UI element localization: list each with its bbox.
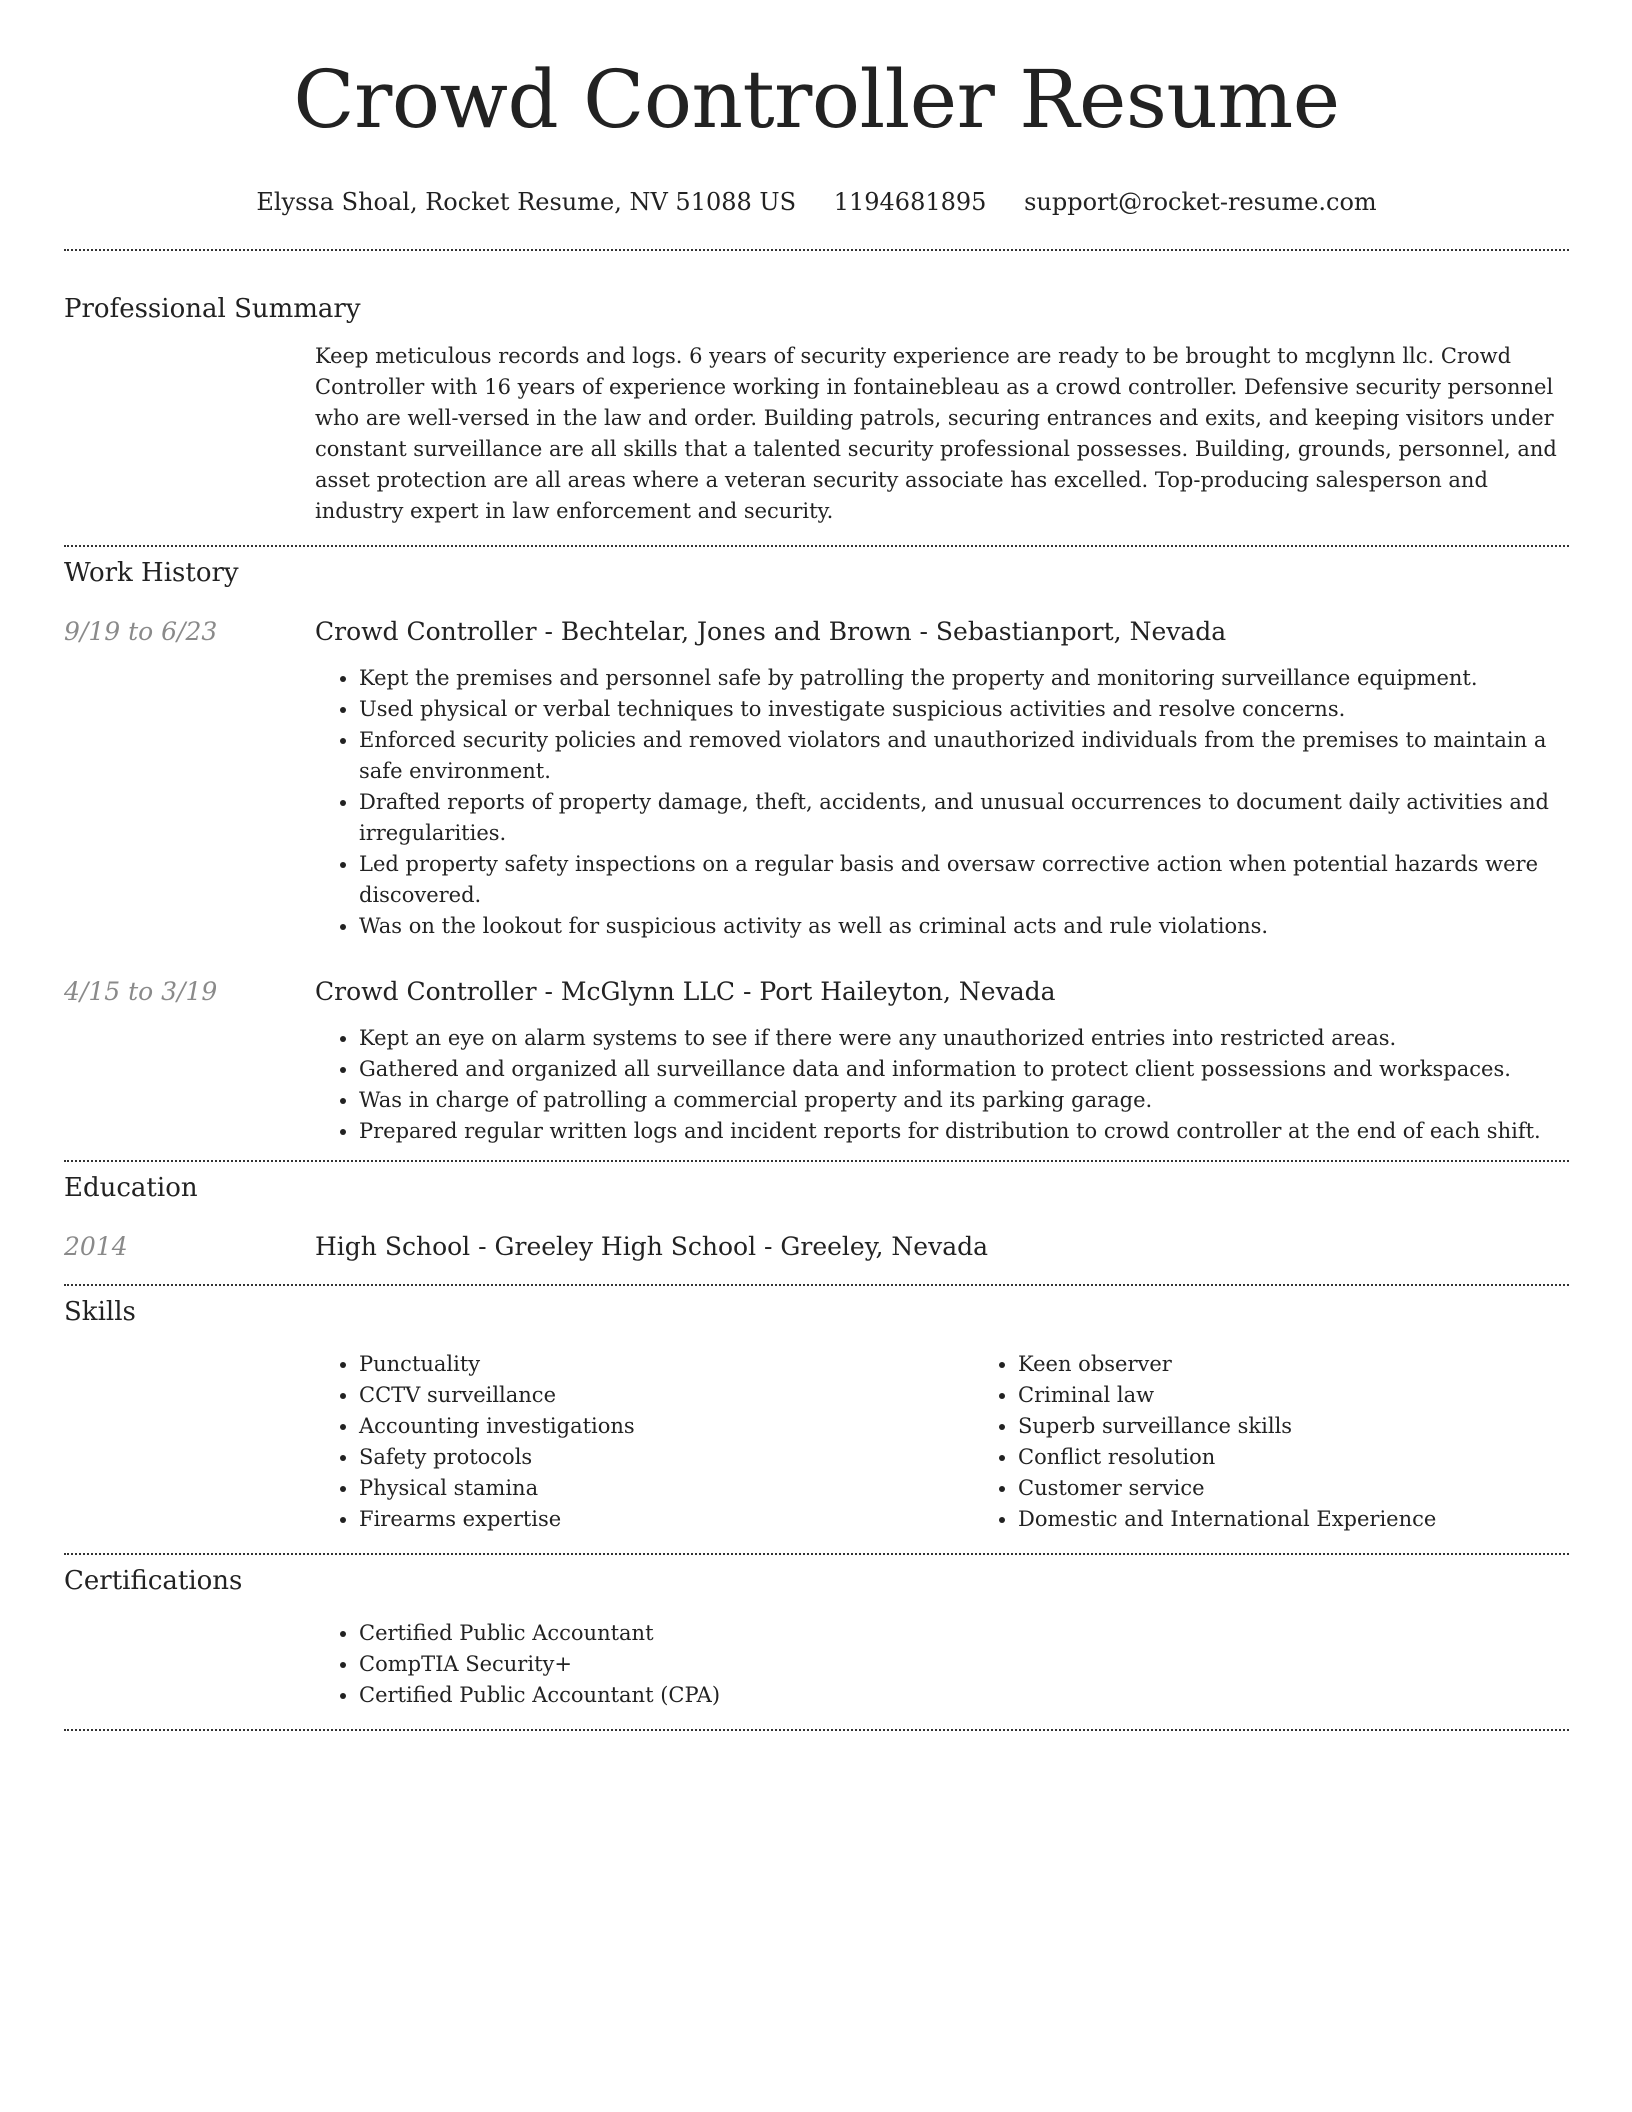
list-item: • Superb surveillance skills bbox=[1018, 1411, 1632, 1442]
summary-text: Keep meticulous records and logs. 6 years of security experience are ready to be brought to mcglynn llc. Crowd Controller with 16 years of experience working in fontainebleau as a crowd controller. Defensive security personnel who are well-versed in the law and order. Building patrols, securing entrances and exits, and keeping visitors under constant surveillance are all skills that a talented security professional possesses. Building, grounds, personnel, and asset protection are all areas where a veteran security associate has excelled. Top-producing salesperson and industry expert in law enforcement and security. bbox=[315, 344, 1557, 523]
certifications-list bbox=[315, 1618, 1569, 1711]
list-item: • Was in charge of patrolling a commercial property and its parking garage. bbox=[359, 1085, 1569, 1116]
education-heading: Education bbox=[64, 1173, 198, 1203]
list-item: • Customer service bbox=[1018, 1473, 1632, 1504]
work-history-heading: Work History bbox=[64, 558, 239, 588]
skills-list-left bbox=[315, 1349, 974, 1535]
education-entry: High School - Greeley High School - Greeley, Nevada bbox=[315, 1232, 989, 1261]
job-dates: 9/19 to 6/23 bbox=[64, 617, 218, 646]
list-item: • Kept an eye on alarm systems to see if there were any unauthorized entries into restricted areas. bbox=[359, 1023, 1569, 1054]
list-item: • CCTV surveillance bbox=[359, 1380, 974, 1411]
list-item: • Accounting investigations bbox=[359, 1411, 974, 1442]
divider bbox=[64, 1160, 1569, 1162]
summary-section bbox=[64, 292, 1569, 527]
work-history-section bbox=[64, 556, 1569, 1147]
list-item: • Drafted reports of property damage, theft, accidents, and unusual occurrences to document daily activities and irregularities. bbox=[359, 787, 1569, 849]
list-item: • Firearms expertise bbox=[359, 1504, 974, 1535]
contact-line bbox=[64, 186, 1569, 218]
list-item: • Criminal law bbox=[1018, 1380, 1632, 1411]
list-item: • CompTIA Security+ bbox=[359, 1649, 1569, 1680]
certifications-section bbox=[64, 1564, 1569, 1711]
divider bbox=[64, 1729, 1569, 1731]
list-item: • Enforced security policies and removed violators and unauthorized individuals from the premises to maintain a safe environment. bbox=[359, 725, 1569, 787]
list-item: • Gathered and organized all surveillance data and information to protect client possessions and workspaces. bbox=[359, 1054, 1569, 1085]
divider bbox=[64, 1553, 1569, 1555]
list-item: • Used physical or verbal techniques to investigate suspicious activities and resolve concerns. bbox=[359, 694, 1569, 725]
job-bullets bbox=[315, 1023, 1569, 1147]
list-item: • Safety protocols bbox=[359, 1442, 974, 1473]
skills-heading: Skills bbox=[64, 1297, 136, 1327]
skills-section bbox=[64, 1295, 1569, 1535]
list-item: • Keen observer bbox=[1018, 1349, 1632, 1380]
education-section bbox=[64, 1171, 1569, 1263]
list-item: • Certified Public Accountant bbox=[359, 1618, 1569, 1649]
job-bullets bbox=[315, 663, 1569, 942]
divider bbox=[64, 1284, 1569, 1286]
certifications-heading: Certifications bbox=[64, 1566, 243, 1596]
list-item: • Was on the lookout for suspicious activity as well as criminal acts and rule violations. bbox=[359, 911, 1569, 942]
list-item: • Led property safety inspections on a regular basis and oversaw corrective action when potential hazards were discovered. bbox=[359, 849, 1569, 911]
job-title: Crowd Controller - McGlynn LLC - Port Haileyton, Nevada bbox=[315, 977, 1056, 1006]
education-year: 2014 bbox=[64, 1232, 128, 1261]
list-item: • Prepared regular written logs and incident reports for distribution to crowd controller at the end of each shift. bbox=[359, 1116, 1569, 1147]
list-item: • Punctuality bbox=[359, 1349, 974, 1380]
list-item: • Domestic and International Experience bbox=[1018, 1504, 1632, 1535]
divider bbox=[64, 545, 1569, 547]
contact-phone: 1194681895 bbox=[833, 188, 987, 216]
divider bbox=[64, 249, 1569, 251]
job-title: Crowd Controller - Bechtelar, Jones and Brown - Sebastianport, Nevada bbox=[315, 617, 1227, 646]
list-item: • Conflict resolution bbox=[1018, 1442, 1632, 1473]
skills-list-right bbox=[974, 1349, 1632, 1535]
list-item: • Certified Public Accountant (CPA) bbox=[359, 1680, 1569, 1711]
contact-email: support@rocket-resume.com bbox=[1024, 188, 1377, 216]
list-item: • Physical stamina bbox=[359, 1473, 974, 1504]
contact-address: Elyssa Shoal, Rocket Resume, NV 51088 US bbox=[256, 188, 797, 216]
page-title: Crowd Controller Resume bbox=[293, 53, 1340, 146]
job-entry bbox=[64, 976, 1569, 1147]
summary-heading: Professional Summary bbox=[64, 294, 361, 324]
list-item: • Kept the premises and personnel safe by patrolling the property and monitoring surveillance equipment. bbox=[359, 663, 1569, 694]
job-entry bbox=[64, 616, 1569, 942]
job-dates: 4/15 to 3/19 bbox=[64, 977, 218, 1006]
